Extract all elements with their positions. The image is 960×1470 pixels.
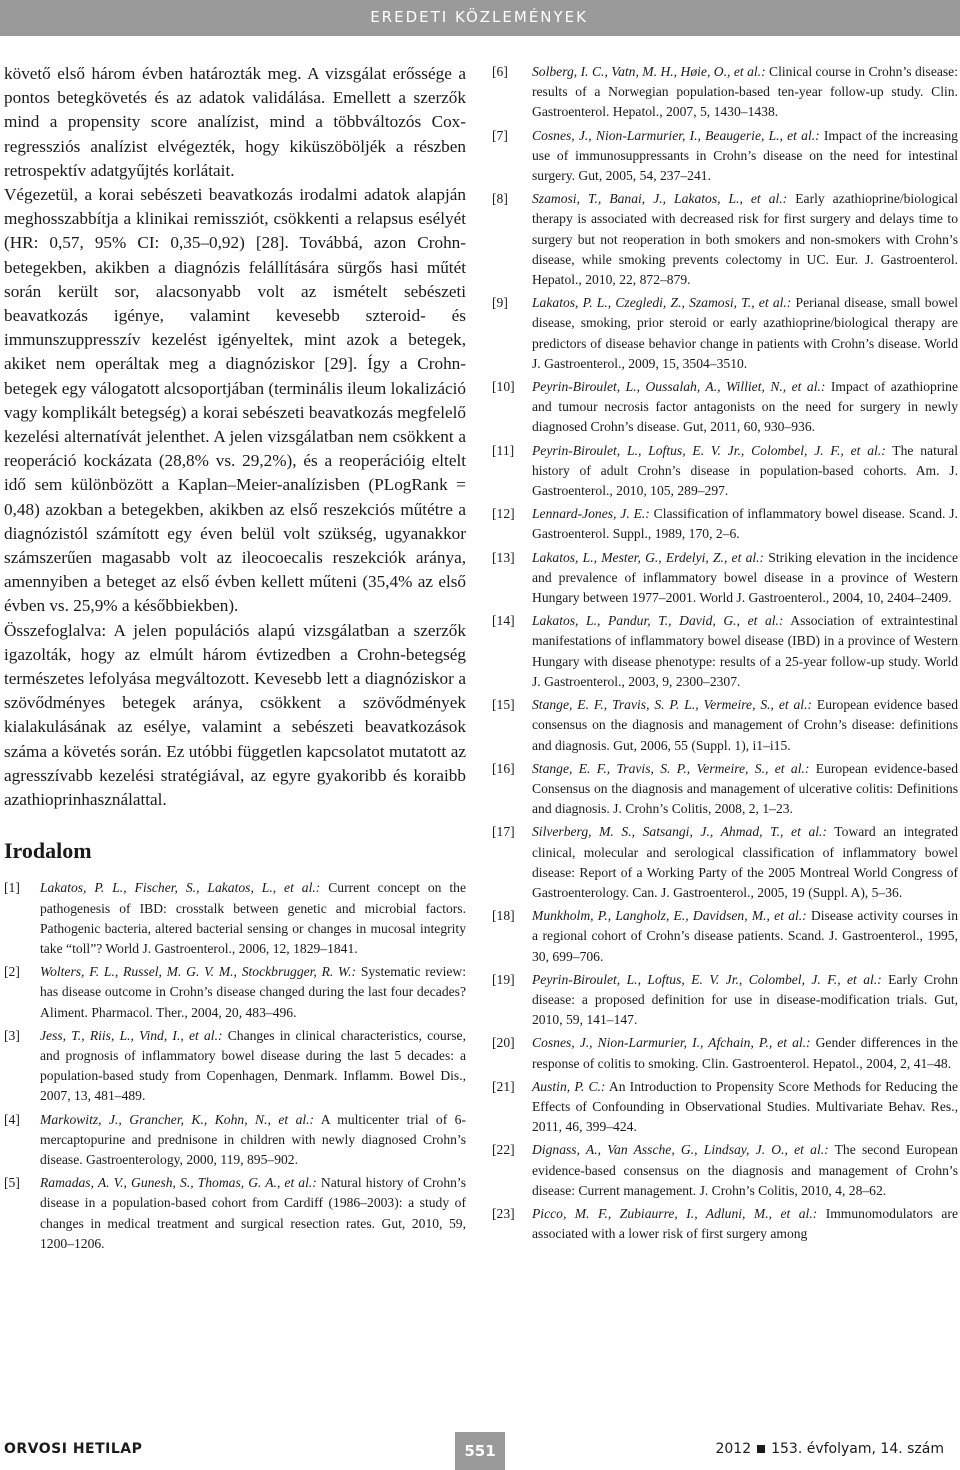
reference-item <box>492 1204 958 1244</box>
reference-authors: Wolters, F. L., Russel, M. G. V. M., Stockbrugger, R. W.: <box>40 964 357 980</box>
reference-number: [11] <box>492 442 515 458</box>
left-column <box>4 62 466 1257</box>
paragraph: Végezetül, a korai sebészeti beavatkozás irodalmi adatok alapján meghosszabbítja a klinikai remissziót, csökkenti a relapsus esélyét (HR: 0,57, 95% CI: 0,35–0,92) [28]. Továbbá, azon Crohn-betegekben, akikben a diagnózis felállítására sürgős hasi műtét során került sor, alacsonyabb volt az ismételt sebészeti beavatkozás igénye, valamint kevesebb szteroid- és immunszuppresszív kezelést igényeltek, mint azok a betegek, akiket nem operáltak meg a diagnóziskor [29]. Így a Crohn-betegek egy válogatott alcsoportjában (terminális ileum lokalizáció vagy komplikált betegség) a korai sebészeti beavatkozás megfelelő kezelési alternatívát jelenthet. A jelen vizsgálatban nem csökkent a reoperáció kockázata (28,8% vs. 29,2%), és a reoperációig eltelt idő sem különbözött a Kaplan–Meier-analízisben (PLogRank = 0,48) azokban a betegekben, akikben az első reszekciós műtétre a diagnózistól számított egy éven belül volt szükség, ugyanakkor számszerűen magasabb volt az ileocoecalis reszekciók aránya, amennyiben a beteget az első évben kellett műteni (35,4% az első évben vs. 25,9% a későbbiekben). <box>4 185 466 616</box>
reference-number: [16] <box>492 760 515 776</box>
reference-text: The natural history of adult Crohn’s disease in population-based cohorts. Am. J. Gastroenterol., 2010, 105, 289–297. <box>532 442 958 499</box>
separator-square-icon <box>757 1445 765 1453</box>
reference-text: Clinical course in Crohn’s disease: results of a Norwegian population-based ten-year follow-up study. Clin. Gastroenterol. Hepatol., 2007, 5, 1430–1438. <box>532 64 958 120</box>
reference-text: Striking elevation in the incidence and prevalence of inflammatory bowel disease in a province of Western Hungary between 1977–2001. World J. Gastroenterol., 2004, 10, 2404–2409. <box>532 549 958 606</box>
reference-text: Changes in clinical characteristics, course, and prognosis of inflammatory bowel disease during the last 5 decades: a population-based study from Copenhagen, Denmark. Inflamm. Bowel Dis., 2007, 13, 481–489. <box>40 1027 466 1104</box>
reference-authors: Munkholm, P., Langholz, E., Davidsen, M., et al.: <box>532 908 807 924</box>
reference-authors: Stange, E. F., Travis, S. P. L., Vermeire, S., et al.: <box>532 697 813 713</box>
reference-authors: Peyrin-Biroulet, L., Loftus, E. V. Jr., Colombel, J. F., et al.: <box>532 442 886 458</box>
reference-item <box>492 126 958 187</box>
references-heading: Irodalom <box>4 838 92 864</box>
reference-authors: Lakatos, L., Pandur, T., David, G., et al.: <box>532 613 784 629</box>
reference-text: Natural history of Crohn’s disease in a population-based cohort from Cardiff (1986–2003): a study of changes in medical treatment and surgical resection rates. Gut, 2010, 59, 1200–1206. <box>40 1175 466 1251</box>
reference-authors: Picco, M. F., Zubiaurre, I., Adluni, M., et al.: <box>532 1205 818 1221</box>
reference-authors: Peyrin-Biroulet, L., Oussalah, A., Williet, N., et al.: <box>532 379 826 395</box>
reference-authors: Lakatos, L., Mester, G., Erdelyi, Z., et al.: <box>532 549 765 565</box>
reference-text: Perianal disease, small bowel disease, smoking, prior steroid or early azathioprine/biological therapy are predictors of disease behavior change in patients with Crohn’s disease. World J. Gastroenterol., 2009, 15, 3504–3510. <box>532 295 958 371</box>
reference-item <box>492 441 958 502</box>
reference-number: [17] <box>492 824 515 840</box>
reference-text: Immunomodulators are associated with a lower risk of first surgery among <box>532 1205 958 1242</box>
reference-item <box>492 504 958 544</box>
reference-number: [14] <box>492 613 515 629</box>
reference-item <box>492 906 958 967</box>
reference-text: Classification of inflammatory bowel disease. Scand. J. Gastroenterol. Suppl., 1989, 170, 2–6. <box>532 506 958 542</box>
reference-item <box>492 822 958 903</box>
reference-item <box>4 962 466 1023</box>
reference-number: [6] <box>492 64 508 79</box>
reference-list <box>492 62 958 1244</box>
page-number-box <box>455 1432 505 1470</box>
reference-number: [9] <box>492 295 508 311</box>
reference-number: [19] <box>492 971 515 987</box>
issue-year: 2012 <box>715 1441 752 1457</box>
reference-authors: Austin, P. C.: <box>532 1078 606 1094</box>
reference-authors: Lakatos, P. L., Czegledi, Z., Szamosi, T., et al.: <box>532 295 792 311</box>
reference-number: [18] <box>492 908 515 924</box>
reference-text: The second European evidence-based consensus on the diagnosis and management of Crohn’s disease: Current management. J. Crohn’s Colitis, 2010, 4, 28–62. <box>532 1142 958 1198</box>
reference-item <box>492 377 958 438</box>
reference-number: [7] <box>492 127 508 143</box>
reference-item <box>4 1173 466 1254</box>
reference-item <box>492 548 958 609</box>
section-label: EREDETI KÖZLEMÉNYEK <box>370 8 588 26</box>
reference-number: [4] <box>4 1111 20 1127</box>
reference-authors: Cosnes, J., Nion-Larmurier, I., Afchain, P., et al.: <box>532 1035 811 1051</box>
reference-authors: Ramadas, A. V., Gunesh, S., Thomas, G. A., et al.: <box>40 1175 317 1191</box>
reference-text: European evidence based consensus on the diagnosis and management of Crohn’s disease: definitions and diagnosis. Gut, 2006, 55 (Suppl. 1), i1–i15. <box>532 697 958 753</box>
reference-number: [2] <box>4 964 20 980</box>
page-number: 551 <box>464 1442 496 1460</box>
reference-item <box>492 611 958 692</box>
reference-number: [23] <box>492 1205 515 1221</box>
reference-text: A multicenter trial of 6-mercaptopurine and prednisone in children with newly diagnosed Crohn’s disease. Gastroenterology, 2000, 119, 895–902. <box>40 1111 467 1167</box>
volume-issue: 153. évfolyam, 14. szám <box>771 1441 944 1457</box>
reference-item <box>492 1077 958 1138</box>
reference-number: [5] <box>4 1175 20 1191</box>
reference-item <box>492 695 958 756</box>
reference-number: [1] <box>4 880 20 896</box>
reference-text: European evidence-based Consensus on the diagnosis and management of ulcerative colitis: Definitions and diagnosis. J. Crohn’s Colitis, 2008, 2, 1–23. <box>532 760 958 817</box>
reference-number: [20] <box>492 1035 515 1051</box>
reference-item <box>492 62 958 123</box>
reference-authors: Solberg, I. C., Vatn, M. H., Høie, O., et al.: <box>532 64 766 79</box>
reference-text: Disease activity courses in a regional cohort of Crohn’s disease patients. Scand. J. Gastroenterol., 1995, 30, 699–706. <box>532 908 958 964</box>
reference-item <box>4 1110 466 1171</box>
reference-text: Toward an integrated clinical, molecular and serological classification of inflammatory bowel disease: Report of a Working Party of the 2005 Montreal World Congress of Gastroenterology. Can. J. Gastroenterol., 2005, 19 (Suppl. A), 5–36. <box>532 824 958 900</box>
journal-name: ORVOSI HETILAP <box>4 1441 143 1457</box>
reference-text: Early Crohn disease: a proposed definition for use in disease-modification trials. Gut, 2010, 59, 141–147. <box>532 971 958 1028</box>
reference-authors: Lakatos, P. L., Fischer, S., Lakatos, L., et al.: <box>40 880 321 896</box>
reference-authors: Cosnes, J., Nion-Larmurier, I., Beaugerie, L., et al.: <box>532 127 820 143</box>
reference-item <box>492 970 958 1031</box>
reference-item <box>492 1033 958 1073</box>
reference-authors: Dignass, A., Van Assche, G., Lindsay, J. O., et al.: <box>532 1142 829 1158</box>
reference-number: [12] <box>492 506 515 522</box>
reference-authors: Lennard-Jones, J. E.: <box>532 506 650 522</box>
reference-number: [10] <box>492 379 515 395</box>
reference-item <box>492 293 958 374</box>
reference-authors: Jess, T., Riis, L., Vind, I., et al.: <box>40 1027 223 1043</box>
reference-text: Impact of the increasing use of immunosuppressants in Crohn’s disease on the need for intestinal surgery. Gut, 2005, 54, 237–241. <box>532 127 958 184</box>
reference-text: Impact of azathioprine and tumour necrosis factor antagonists on the need for surgery in newly diagnosed Crohn’s disease. Gut, 2011, 60, 930–936. <box>532 379 958 435</box>
reference-number: [8] <box>492 191 508 207</box>
reference-authors: Szamosi, T., Banai, J., Lakatos, L., et al.: <box>532 191 788 207</box>
reference-item <box>492 189 958 290</box>
body-text <box>4 62 466 812</box>
reference-authors: Markowitz, J., Grancher, K., Kohn, N., et al.: <box>40 1111 315 1127</box>
reference-text: Gender differences in the response of colitis to smoking. Clin. Gastroenterol. Hepatol., 2004, 2, 41–48. <box>532 1035 958 1071</box>
reference-authors: Stange, E. F., Travis, S. P., Vermeire, S., et al.: <box>532 760 810 776</box>
reference-item <box>4 878 466 959</box>
reference-number: [22] <box>492 1142 515 1158</box>
paragraph: Összefoglalva: A jelen populációs alapú vizsgálatban a szerzők igazolták, hogy az elmúlt három évtizedben a Crohn-betegség természetes lefolyása megváltozott. Kevesebb lett a diagnóziskor a szövődményes betegek aránya, csökkent a szövődmények kialakulásának az esélye, valamint a sebészeti beavatkozások száma a követés során. Ez utóbbi független kapcsolatot mutatott az agresszívabb kezelési stratégiával, az egyre gyakoribb és koraibb azathioprinhasználattal. <box>4 620 466 810</box>
reference-text: Current concept on the pathogenesis of IBD: crosstalk between genetic and microbial factors. Pathogenic bacteria, altered bacterial sensing or changes in mucosal integrity take “toll”? World J. Gastroenterol., 2006, 12, 1829–1841. <box>40 880 466 956</box>
reference-list <box>4 878 466 1254</box>
reference-text: Association of extraintestinal manifestations of inflammatory bowel disease (IBD) in a province of Western Hungary with disease phenotype: results of a 25-year follow-up study. World J. Gastroenterol., 2003, 9, 2300–2307. <box>532 613 958 689</box>
reference-number: [15] <box>492 697 515 713</box>
reference-text: Systematic review: has disease outcome in Crohn’s disease changed during the last four decades? Aliment. Pharmacol. Ther., 2004, 20, 483–496. <box>40 964 466 1020</box>
reference-text: An Introduction to Propensity Score Methods for Reducing the Effects of Confounding in Observational Studies. Multivariate Behav. Res., 2011, 46, 399–424. <box>532 1078 958 1135</box>
right-column <box>492 62 958 1247</box>
reference-authors: Peyrin-Biroulet, L., Loftus, E. V. Jr., Colombel, J. F., et al.: <box>532 971 882 987</box>
paragraph: követő első három évben határozták meg. A vizsgálat erőssége a pontos betegkövetés és az adatok validálása. Emellett a szerzők mind a propensity score analízist, mind a többváltozós Cox-regressziós analízist elvégezték, hogy kiküszöböljék a részben retrospektív adatgyűjtés korlátait. <box>4 64 466 180</box>
reference-text: Early azathioprine/biological therapy is associated with decreased risk for first surgery and delays time to surgery but not reoperation in both smokers and non-smokers with Crohn’s disease, while smoking prevents colectomy in UC. Eur. J. Gastroenterol. Hepatol., 2010, 22, 872–879. <box>532 191 958 288</box>
reference-number: [3] <box>4 1027 20 1043</box>
reference-number: [13] <box>492 549 515 565</box>
reference-number: [21] <box>492 1078 515 1094</box>
reference-authors: Silverberg, M. S., Satsangi, J., Ahmad, T., et al.: <box>532 824 827 840</box>
header-band <box>0 0 960 36</box>
reference-item <box>4 1026 466 1107</box>
reference-item <box>492 759 958 820</box>
issue-info <box>715 1441 944 1457</box>
reference-item <box>492 1140 958 1201</box>
